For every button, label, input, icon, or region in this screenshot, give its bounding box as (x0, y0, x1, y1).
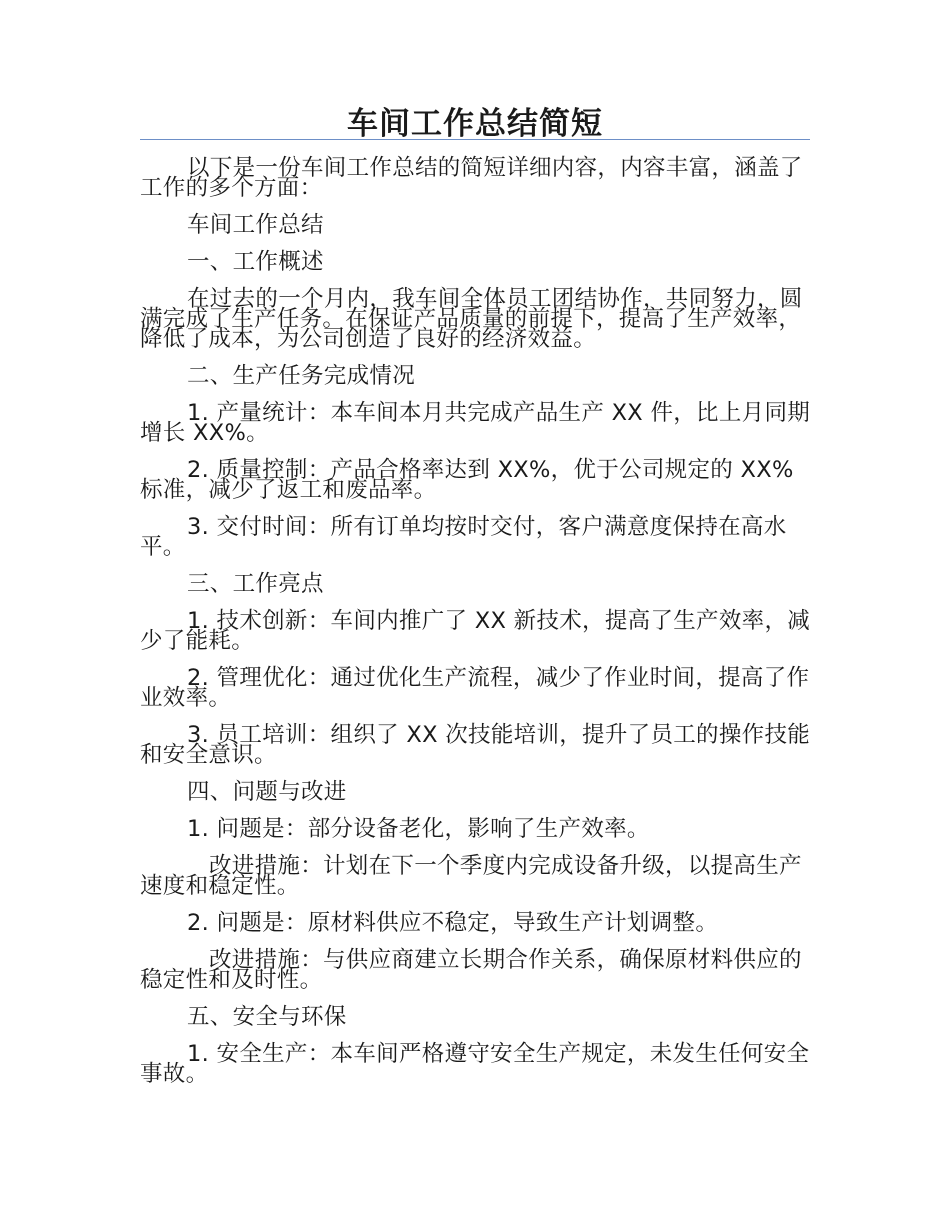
list-item: 3. 员工培训：组织了 XX 次技能培训，提升了员工的操作技能和安全意识。 (140, 722, 811, 768)
section-heading: 五、安全与环保 (187, 1004, 347, 1030)
list-item: 3. 交付时间：所有订单均按时交付，客户满意度保持在高水平。 (140, 514, 787, 560)
improvement-paragraph: 改进措施：计划在下一个季度内完成设备升级，以提高生产速度和稳定性。 (140, 853, 802, 899)
intro-paragraph: 以下是一份车间工作总结的简短详细内容，内容丰富，涵盖了工作的多个方面： (140, 155, 803, 201)
body-paragraph: 在过去的一个月内，我车间全体员工团结协作，共同努力，圆满完成了生产任务。在保证产品质量的前提下，提高了生产效率，降低了成本，为公司创造了良好的经济效益。 (140, 286, 803, 352)
list-item: 1. 问题是：部分设备老化，影响了生产效率。 (187, 816, 650, 842)
section-heading: 一、工作概述 (187, 249, 324, 275)
list-item: 2. 质量控制：产品合格率达到 XX%，优于公司规定的 XX%标准，减少了返工和废品率。 (140, 457, 794, 503)
list-item: 2. 管理优化：通过优化生产流程，减少了作业时间，提高了作业效率。 (140, 665, 810, 711)
section-heading: 四、问题与改进 (187, 779, 347, 805)
document-title: 车间工作总结简短 (347, 106, 603, 142)
section-heading: 三、工作亮点 (187, 571, 324, 597)
section-heading: 二、生产任务完成情况 (187, 363, 416, 389)
title-underline (140, 139, 810, 140)
document-body (140, 155, 812, 1101)
list-item: 1. 技术创新：车间内推广了 XX 新技术，提高了生产效率，减少了能耗。 (140, 608, 811, 654)
list-item: 1. 安全生产：本车间严格遵守安全生产规定，未发生任何安全事故。 (140, 1041, 810, 1087)
section-heading: 车间工作总结 (187, 212, 324, 238)
improvement-paragraph: 改进措施：与供应商建立长期合作关系，确保原材料供应的稳定性和及时性。 (140, 947, 802, 993)
list-item: 1. 产量统计：本车间本月共完成产品生产 XX 件，比上月同期增长 XX%。 (140, 400, 811, 446)
list-item: 2. 问题是：原材料供应不稳定，导致生产计划调整。 (187, 910, 719, 936)
